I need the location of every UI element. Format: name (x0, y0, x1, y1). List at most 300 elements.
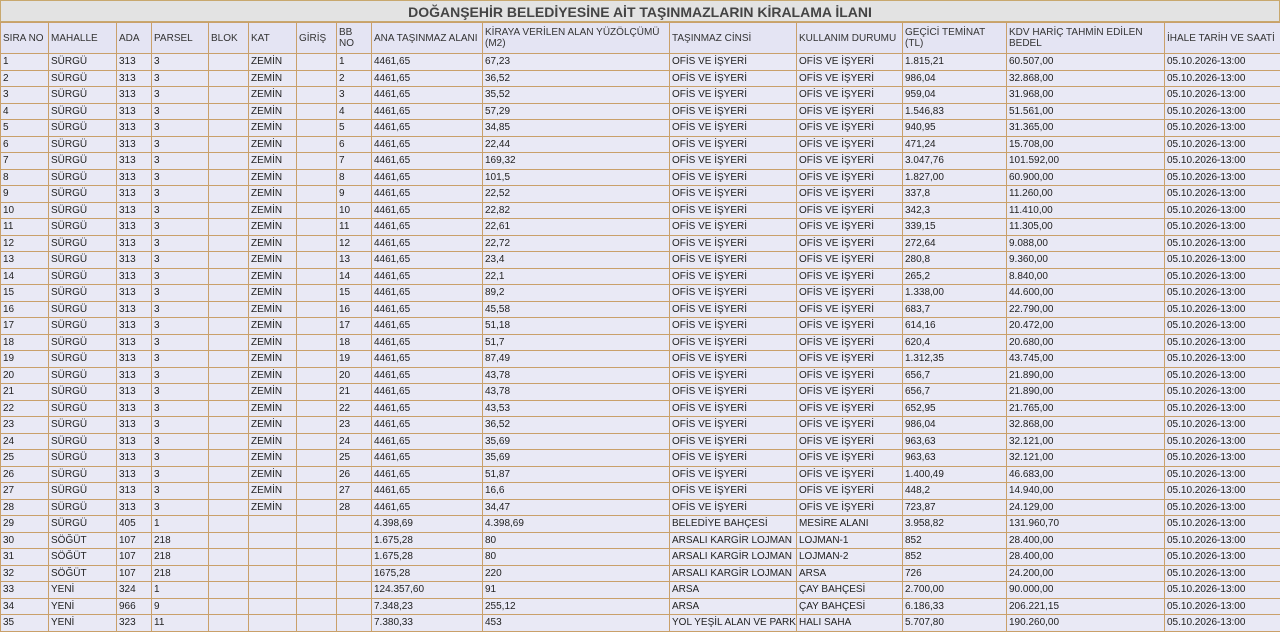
table-cell: 23 (1, 417, 49, 434)
table-cell: 22 (337, 400, 372, 417)
table-cell (297, 252, 337, 269)
table-row (1, 582, 1280, 599)
table-cell: MESİRE ALANI (797, 516, 903, 533)
table-cell: 313 (117, 54, 152, 71)
table-cell: 3 (152, 367, 209, 384)
table-cell: 313 (117, 235, 152, 252)
table-cell: 471,24 (903, 136, 1007, 153)
table-cell (297, 483, 337, 500)
column-header: İHALE TARİH VE SAATİ (1165, 23, 1280, 54)
table-cell: 101.592,00 (1007, 153, 1165, 170)
table-cell (297, 450, 337, 467)
table-cell: 4461,65 (372, 417, 483, 434)
table-cell: 35,52 (483, 87, 670, 104)
table-cell: 28 (337, 499, 372, 516)
table-row (1, 417, 1280, 434)
table-cell: 3 (152, 153, 209, 170)
table-cell: 3 (152, 417, 209, 434)
table-cell: 05.10.2026-13:00 (1165, 301, 1280, 318)
table-cell: 4.398,69 (372, 516, 483, 533)
table-cell: OFİS VE İŞYERİ (797, 400, 903, 417)
table-cell: 7 (337, 153, 372, 170)
table-row (1, 120, 1280, 137)
table-cell: YOL YEŞİL ALAN VE PARK (670, 615, 797, 632)
table-cell: 80 (483, 549, 670, 566)
table-cell (209, 351, 249, 368)
table-cell: 272,64 (903, 235, 1007, 252)
table-cell: 43,78 (483, 384, 670, 401)
table-cell (209, 433, 249, 450)
table-cell: 107 (117, 532, 152, 549)
table-cell (297, 582, 337, 599)
table-cell: ÇAY BAHÇESİ (797, 582, 903, 599)
table-cell: 21.890,00 (1007, 367, 1165, 384)
table-row (1, 598, 1280, 615)
table-cell: 13 (1, 252, 49, 269)
table-cell: 4461,65 (372, 318, 483, 335)
table-row (1, 334, 1280, 351)
table-cell: OFİS VE İŞYERİ (670, 334, 797, 351)
table-cell: 05.10.2026-13:00 (1165, 483, 1280, 500)
table-cell: OFİS VE İŞYERİ (670, 450, 797, 467)
table-cell: 313 (117, 219, 152, 236)
table-row (1, 483, 1280, 500)
table-cell: 9 (1, 186, 49, 203)
table-cell: 9.360,00 (1007, 252, 1165, 269)
table-cell (209, 598, 249, 615)
table-cell: 614,16 (903, 318, 1007, 335)
table-cell (337, 582, 372, 599)
table-cell: LOJMAN-1 (797, 532, 903, 549)
table-cell: OFİS VE İŞYERİ (797, 169, 903, 186)
table-cell: OFİS VE İŞYERİ (670, 433, 797, 450)
table-cell: 1.546,83 (903, 103, 1007, 120)
table-cell: 05.10.2026-13:00 (1165, 334, 1280, 351)
table-cell (209, 516, 249, 533)
table-cell (209, 499, 249, 516)
table-cell (209, 532, 249, 549)
table-cell (297, 549, 337, 566)
table-cell: 3 (152, 285, 209, 302)
table-cell: OFİS VE İŞYERİ (797, 268, 903, 285)
rental-listing-table (0, 22, 1280, 632)
table-cell: ZEMİN (249, 466, 297, 483)
table-cell: OFİS VE İŞYERİ (670, 54, 797, 71)
table-cell: 05.10.2026-13:00 (1165, 169, 1280, 186)
table-cell: 337,8 (903, 186, 1007, 203)
table-cell: 51.561,00 (1007, 103, 1165, 120)
table-cell: 12 (337, 235, 372, 252)
table-cell: ZEMİN (249, 400, 297, 417)
table-cell: 28 (1, 499, 49, 516)
table-cell: 27 (1, 483, 49, 500)
table-cell: 90.000,00 (1007, 582, 1165, 599)
table-cell (209, 301, 249, 318)
table-cell: 852 (903, 549, 1007, 566)
table-cell: 986,04 (903, 417, 1007, 434)
table-cell: 05.10.2026-13:00 (1165, 103, 1280, 120)
table-cell: OFİS VE İŞYERİ (797, 499, 903, 516)
table-cell: 3 (1, 87, 49, 104)
column-header: ANA TAŞINMAZ ALANI (372, 23, 483, 54)
table-cell: 313 (117, 252, 152, 269)
table-cell: ZEMİN (249, 87, 297, 104)
table-cell: 190.260,00 (1007, 615, 1165, 632)
table-cell: 1 (152, 516, 209, 533)
table-cell: 89,2 (483, 285, 670, 302)
table-cell (297, 334, 337, 351)
table-cell: ZEMİN (249, 318, 297, 335)
table-cell: 05.10.2026-13:00 (1165, 318, 1280, 335)
table-cell: 27 (337, 483, 372, 500)
table-cell (337, 549, 372, 566)
table-cell: OFİS VE İŞYERİ (670, 318, 797, 335)
table-cell: 966 (117, 598, 152, 615)
table-cell: OFİS VE İŞYERİ (797, 384, 903, 401)
table-cell: SÖĞÜT (49, 532, 117, 549)
table-row (1, 450, 1280, 467)
table-cell: 23 (337, 417, 372, 434)
table-cell: 5 (337, 120, 372, 137)
table-cell: 34,85 (483, 120, 670, 137)
table-cell: 16,6 (483, 483, 670, 500)
table-cell (249, 565, 297, 582)
table-cell: 4461,65 (372, 384, 483, 401)
table-cell: OFİS VE İŞYERİ (670, 235, 797, 252)
table-cell: OFİS VE İŞYERİ (797, 466, 903, 483)
table-cell: 46.683,00 (1007, 466, 1165, 483)
table-row (1, 433, 1280, 450)
column-header: ADA (117, 23, 152, 54)
table-cell: 7.380,33 (372, 615, 483, 632)
table-cell: 05.10.2026-13:00 (1165, 516, 1280, 533)
table-cell: OFİS VE İŞYERİ (670, 186, 797, 203)
table-cell: 313 (117, 153, 152, 170)
table-cell: 313 (117, 351, 152, 368)
table-cell: SÜRGÜ (49, 169, 117, 186)
table-cell: 2 (1, 70, 49, 87)
table-cell (297, 516, 337, 533)
table-cell: 25 (337, 450, 372, 467)
table-cell: 7 (1, 153, 49, 170)
column-header: GEÇİCİ TEMİNAT (TL) (903, 23, 1007, 54)
table-cell (297, 268, 337, 285)
table-cell: ZEMİN (249, 120, 297, 137)
table-cell: 13 (337, 252, 372, 269)
table-cell: OFİS VE İŞYERİ (797, 301, 903, 318)
table-cell: 28.400,00 (1007, 532, 1165, 549)
table-cell: SÜRGÜ (49, 400, 117, 417)
table-row (1, 285, 1280, 302)
table-row (1, 615, 1280, 632)
table-cell: 32.121,00 (1007, 433, 1165, 450)
table-cell: 5.707,80 (903, 615, 1007, 632)
table-cell: 22.790,00 (1007, 301, 1165, 318)
table-cell: 852 (903, 532, 1007, 549)
table-cell: 963,63 (903, 433, 1007, 450)
table-cell: 3.047,76 (903, 153, 1007, 170)
table-cell: 51,7 (483, 334, 670, 351)
table-cell: 22,44 (483, 136, 670, 153)
table-cell: 4461,65 (372, 433, 483, 450)
table-row (1, 301, 1280, 318)
table-cell: SÜRGÜ (49, 450, 117, 467)
table-cell: SÜRGÜ (49, 54, 117, 71)
table-cell: 4461,65 (372, 54, 483, 71)
table-cell: OFİS VE İŞYERİ (670, 252, 797, 269)
table-cell: 4461,65 (372, 499, 483, 516)
table-cell (297, 351, 337, 368)
table-cell: 8 (337, 169, 372, 186)
table-row (1, 169, 1280, 186)
table-cell: 313 (117, 417, 152, 434)
table-cell: ZEMİN (249, 351, 297, 368)
table-cell: 656,7 (903, 367, 1007, 384)
table-cell: 323 (117, 615, 152, 632)
table-cell: 2.700,00 (903, 582, 1007, 599)
table-cell: OFİS VE İŞYERİ (670, 499, 797, 516)
table-cell: 35 (1, 615, 49, 632)
table-cell: 5 (1, 120, 49, 137)
table-cell: OFİS VE İŞYERİ (797, 70, 903, 87)
table-cell: 1.400,49 (903, 466, 1007, 483)
table-cell: 05.10.2026-13:00 (1165, 186, 1280, 203)
table-cell: 107 (117, 549, 152, 566)
table-cell (297, 565, 337, 582)
table-cell: 05.10.2026-13:00 (1165, 252, 1280, 269)
table-cell (209, 87, 249, 104)
table-cell: 3 (152, 219, 209, 236)
table-cell: 05.10.2026-13:00 (1165, 54, 1280, 71)
table-cell (249, 516, 297, 533)
table-cell (249, 615, 297, 632)
table-cell: 51,18 (483, 318, 670, 335)
table-cell: 986,04 (903, 70, 1007, 87)
table-cell: 3 (337, 87, 372, 104)
column-header: BB NO (337, 23, 372, 54)
table-cell: 3 (152, 252, 209, 269)
table-cell: 8 (1, 169, 49, 186)
table-cell: SÜRGÜ (49, 466, 117, 483)
table-cell: 05.10.2026-13:00 (1165, 235, 1280, 252)
table-cell: 15.708,00 (1007, 136, 1165, 153)
table-cell: LOJMAN-2 (797, 549, 903, 566)
table-cell: 05.10.2026-13:00 (1165, 202, 1280, 219)
table-cell (297, 169, 337, 186)
table-cell (249, 582, 297, 599)
table-cell: 16 (337, 301, 372, 318)
table-cell: ZEMİN (249, 334, 297, 351)
table-cell: 05.10.2026-13:00 (1165, 582, 1280, 599)
table-cell: SÜRGÜ (49, 351, 117, 368)
table-row (1, 186, 1280, 203)
table-row (1, 384, 1280, 401)
table-cell: OFİS VE İŞYERİ (670, 70, 797, 87)
table-cell: 4461,65 (372, 301, 483, 318)
table-cell: 620,4 (903, 334, 1007, 351)
table-cell: SÜRGÜ (49, 318, 117, 335)
table-cell: 313 (117, 120, 152, 137)
table-cell: ARSALI KARGİR LOJMAN (670, 565, 797, 582)
table-cell: 3 (152, 433, 209, 450)
table-cell: 4461,65 (372, 334, 483, 351)
table-cell: SÜRGÜ (49, 87, 117, 104)
table-cell: SÜRGÜ (49, 483, 117, 500)
table-cell (249, 549, 297, 566)
table-cell: OFİS VE İŞYERİ (670, 351, 797, 368)
table-cell: 24.129,00 (1007, 499, 1165, 516)
table-cell: ZEMİN (249, 235, 297, 252)
table-cell: 4461,65 (372, 136, 483, 153)
table-cell: 05.10.2026-13:00 (1165, 417, 1280, 434)
table-cell: 3 (152, 400, 209, 417)
table-cell (209, 549, 249, 566)
table-cell (209, 120, 249, 137)
table-cell (209, 615, 249, 632)
table-cell: 4461,65 (372, 351, 483, 368)
table-cell: 3 (152, 120, 209, 137)
table-cell: 32.121,00 (1007, 450, 1165, 467)
table-cell: 22,1 (483, 268, 670, 285)
table-cell: 26 (1, 466, 49, 483)
table-cell: 43,53 (483, 400, 670, 417)
table-cell: OFİS VE İŞYERİ (797, 54, 903, 71)
table-cell: 19 (1, 351, 49, 368)
column-header: KİRAYA VERİLEN ALAN YÜZÖLÇÜMÜ (M2) (483, 23, 670, 54)
table-cell: 313 (117, 268, 152, 285)
table-cell: 20.472,00 (1007, 318, 1165, 335)
table-cell: 3.958,82 (903, 516, 1007, 533)
table-cell: OFİS VE İŞYERİ (797, 87, 903, 104)
header-row (1, 23, 1280, 54)
table-cell: SÜRGÜ (49, 334, 117, 351)
table-cell: OFİS VE İŞYERİ (797, 433, 903, 450)
table-cell: 18 (1, 334, 49, 351)
table-cell: 05.10.2026-13:00 (1165, 120, 1280, 137)
table-cell: 16 (1, 301, 49, 318)
table-cell: ARSALI KARGİR LOJMAN (670, 532, 797, 549)
table-cell: 3 (152, 334, 209, 351)
table-cell: 280,8 (903, 252, 1007, 269)
table-cell: 4461,65 (372, 285, 483, 302)
table-cell: 22,61 (483, 219, 670, 236)
table-cell: SÜRGÜ (49, 367, 117, 384)
table-cell: 05.10.2026-13:00 (1165, 219, 1280, 236)
table-row (1, 54, 1280, 71)
table-cell: 35,69 (483, 450, 670, 467)
table-cell: 05.10.2026-13:00 (1165, 400, 1280, 417)
table-cell (337, 615, 372, 632)
table-row (1, 367, 1280, 384)
table-cell: YENİ (49, 582, 117, 599)
table-cell: 24 (1, 433, 49, 450)
table-cell (297, 301, 337, 318)
table-cell: ZEMİN (249, 202, 297, 219)
table-cell: 11.410,00 (1007, 202, 1165, 219)
table-cell: 33 (1, 582, 49, 599)
table-row (1, 499, 1280, 516)
table-cell: ZEMİN (249, 499, 297, 516)
table-cell: SÖĞÜT (49, 549, 117, 566)
table-row (1, 103, 1280, 120)
table-cell: 35,69 (483, 433, 670, 450)
table-row (1, 318, 1280, 335)
table-cell (297, 153, 337, 170)
table-cell: 11 (337, 219, 372, 236)
table-cell: 313 (117, 70, 152, 87)
table-cell (209, 103, 249, 120)
table-cell: 4461,65 (372, 202, 483, 219)
table-cell: OFİS VE İŞYERİ (797, 334, 903, 351)
table-cell: 3 (152, 351, 209, 368)
table-cell: 4461,65 (372, 120, 483, 137)
table-cell (297, 384, 337, 401)
table-cell (297, 219, 337, 236)
table-cell: 67,23 (483, 54, 670, 71)
table-cell: SÜRGÜ (49, 285, 117, 302)
table-cell: 3 (152, 202, 209, 219)
table-cell (209, 483, 249, 500)
table-cell: 4.398,69 (483, 516, 670, 533)
table-cell: SÜRGÜ (49, 433, 117, 450)
table-cell (209, 400, 249, 417)
table-cell: OFİS VE İŞYERİ (670, 483, 797, 500)
table-cell: SÜRGÜ (49, 153, 117, 170)
table-cell: 15 (337, 285, 372, 302)
table-cell: SÜRGÜ (49, 252, 117, 269)
column-header: TAŞINMAZ CİNSİ (670, 23, 797, 54)
table-cell (297, 285, 337, 302)
table-cell: 36,52 (483, 70, 670, 87)
table-cell: 14 (1, 268, 49, 285)
table-cell: OFİS VE İŞYERİ (670, 400, 797, 417)
table-cell: ARSA (670, 582, 797, 599)
table-cell: 313 (117, 136, 152, 153)
table-cell: OFİS VE İŞYERİ (797, 351, 903, 368)
table-cell: ZEMİN (249, 219, 297, 236)
table-cell: 218 (152, 549, 209, 566)
table-cell: 313 (117, 466, 152, 483)
table-cell: 4461,65 (372, 219, 483, 236)
table-cell: 32.868,00 (1007, 70, 1165, 87)
table-cell (297, 120, 337, 137)
table-cell: 220 (483, 565, 670, 582)
table-cell (297, 433, 337, 450)
table-cell: 4461,65 (372, 367, 483, 384)
table-cell (209, 70, 249, 87)
table-cell: ZEMİN (249, 285, 297, 302)
table-cell (337, 516, 372, 533)
table-cell: 4461,65 (372, 268, 483, 285)
table-cell: SÜRGÜ (49, 103, 117, 120)
table-cell: ARSA (670, 598, 797, 615)
table-cell: SÜRGÜ (49, 70, 117, 87)
table-cell: ZEMİN (249, 450, 297, 467)
table-cell: 4461,65 (372, 153, 483, 170)
table-cell: SÜRGÜ (49, 301, 117, 318)
table-cell: 4461,65 (372, 400, 483, 417)
table-cell: 265,2 (903, 268, 1007, 285)
table-cell: 101,5 (483, 169, 670, 186)
table-cell: 3 (152, 268, 209, 285)
table-cell: 313 (117, 334, 152, 351)
table-cell: YENİ (49, 615, 117, 632)
table-cell: 18 (337, 334, 372, 351)
table-cell: 9.088,00 (1007, 235, 1165, 252)
table-row (1, 466, 1280, 483)
table-cell: 05.10.2026-13:00 (1165, 598, 1280, 615)
table-cell (297, 367, 337, 384)
